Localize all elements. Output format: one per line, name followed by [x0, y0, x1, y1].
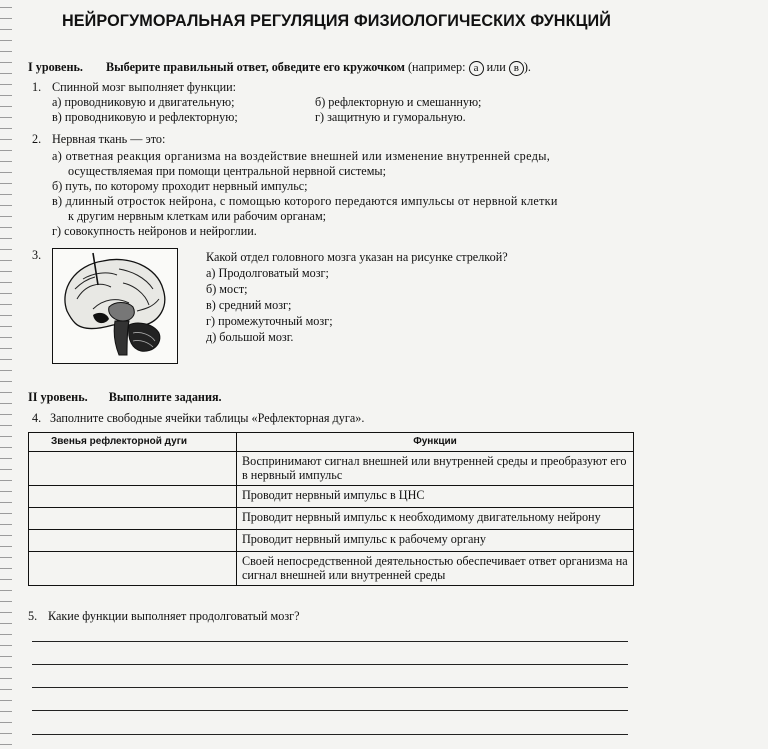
answer-line-1[interactable] [32, 641, 628, 642]
answer-line-4[interactable] [32, 710, 628, 711]
header-functions: Функции [237, 433, 634, 452]
answer-cell-5[interactable] [29, 552, 237, 586]
table-row [29, 452, 634, 486]
q3-option-b[interactable]: б) мост; [206, 282, 248, 296]
level2-header [28, 390, 222, 405]
q2-option-b[interactable]: б) путь, по которому проходит нервный импульс; [52, 179, 308, 193]
q3-option-e[interactable]: д) большой мозг. [206, 330, 294, 344]
q2-option-c-cont: к другим нервным клеткам или рабочим органам; [68, 209, 327, 223]
example-circle-a: а [469, 61, 484, 76]
q2-option-d[interactable]: г) совокупность нейронов и нейроглии. [52, 224, 257, 238]
function-cell-5: Своей непосредственной деятельностью обеспечивает ответ организма на сигнал внешней или внутренней среды [237, 552, 634, 586]
answer-cell-3[interactable] [29, 508, 237, 530]
table-row [29, 530, 634, 552]
answer-line-2[interactable] [32, 664, 628, 665]
function-cell-4: Проводит нервный импульс к рабочему органу [237, 530, 634, 552]
q3-option-c[interactable]: в) средний мозг; [206, 298, 292, 312]
q1-option-b[interactable]: б) рефлекторную и смешанную; [315, 95, 482, 109]
q2-option-a[interactable]: а) ответная реакция организма на воздействие внешней или изменение внутренней среды, [52, 149, 551, 163]
table-row [29, 552, 634, 586]
function-cell-2: Проводит нервный импульс в ЦНС [237, 486, 634, 508]
q1-text: Спинной мозг выполняет функции: [52, 80, 237, 94]
q3-option-a[interactable]: а) Продолговатый мозг; [206, 266, 329, 280]
page-title: НЕЙРОГУМОРАЛЬНАЯ РЕГУЛЯЦИЯ ФИЗИОЛОГИЧЕСКИХ ФУНКЦИЙ [62, 12, 611, 30]
q3-number: 3. [32, 248, 42, 262]
table-row [29, 508, 634, 530]
answer-cell-4[interactable] [29, 530, 237, 552]
table-row [29, 486, 634, 508]
q2-option-a-cont: осуществляемая при помощи центральной нервной системы; [68, 164, 386, 178]
q1-option-d[interactable]: г) защитную и гуморальную. [315, 110, 466, 124]
level2-instruction: Выполните задания. [108, 390, 222, 404]
q2-option-c[interactable]: в) длинный отросток нейрона, с помощью которого передаются импульсы от нервной клетки [52, 194, 558, 208]
q3-text: Какой отдел головного мозга указан на рисунке стрелкой? [206, 250, 508, 264]
brain-figure [52, 248, 178, 364]
answer-cell-1[interactable] [29, 452, 237, 486]
brain-illustration [53, 249, 177, 363]
q2-text: Нервная ткань — это: [52, 132, 166, 146]
answer-line-3[interactable] [32, 687, 628, 688]
level1-header [28, 60, 531, 76]
table-header-row [29, 433, 634, 452]
reflex-arc-table [28, 432, 634, 586]
header-links: Звенья рефлекторной дуги [29, 433, 237, 452]
q1-number: 1. [32, 80, 42, 94]
q4-text: Заполните свободные ячейки таблицы «Рефлекторная дуга». [50, 411, 365, 425]
q2-number: 2. [32, 132, 42, 146]
q5-text: Какие функции выполняет продолговатый мозг? [48, 609, 300, 623]
example-circle-b: в [509, 61, 524, 76]
q5-number: 5. [28, 609, 38, 623]
level1-example-text: (например: [407, 60, 466, 74]
answer-line-5[interactable] [32, 734, 628, 735]
q4-number: 4. [32, 411, 42, 425]
level1-example-or: или [486, 60, 506, 74]
level1-label: I уровень. [28, 60, 83, 74]
function-cell-1: Воспринимают сигнал внешней или внутренней среды и преобразуют его в нервный импульс [237, 452, 634, 486]
level1-instruction: Выберите правильный ответ, обведите его кружочком [106, 60, 405, 74]
level1-example-end: ). [523, 60, 531, 74]
level2-label: II уровень. [28, 390, 88, 404]
answer-cell-2[interactable] [29, 486, 237, 508]
q1-option-c[interactable]: в) проводниковую и рефлекторную; [52, 110, 238, 124]
function-cell-3: Проводит нервный импульс к необходимому двигательному нейрону [237, 508, 634, 530]
q1-option-a[interactable]: а) проводниковую и двигательную; [52, 95, 235, 109]
binding-edge [0, 0, 12, 749]
q3-option-d[interactable]: г) промежуточный мозг; [206, 314, 333, 328]
